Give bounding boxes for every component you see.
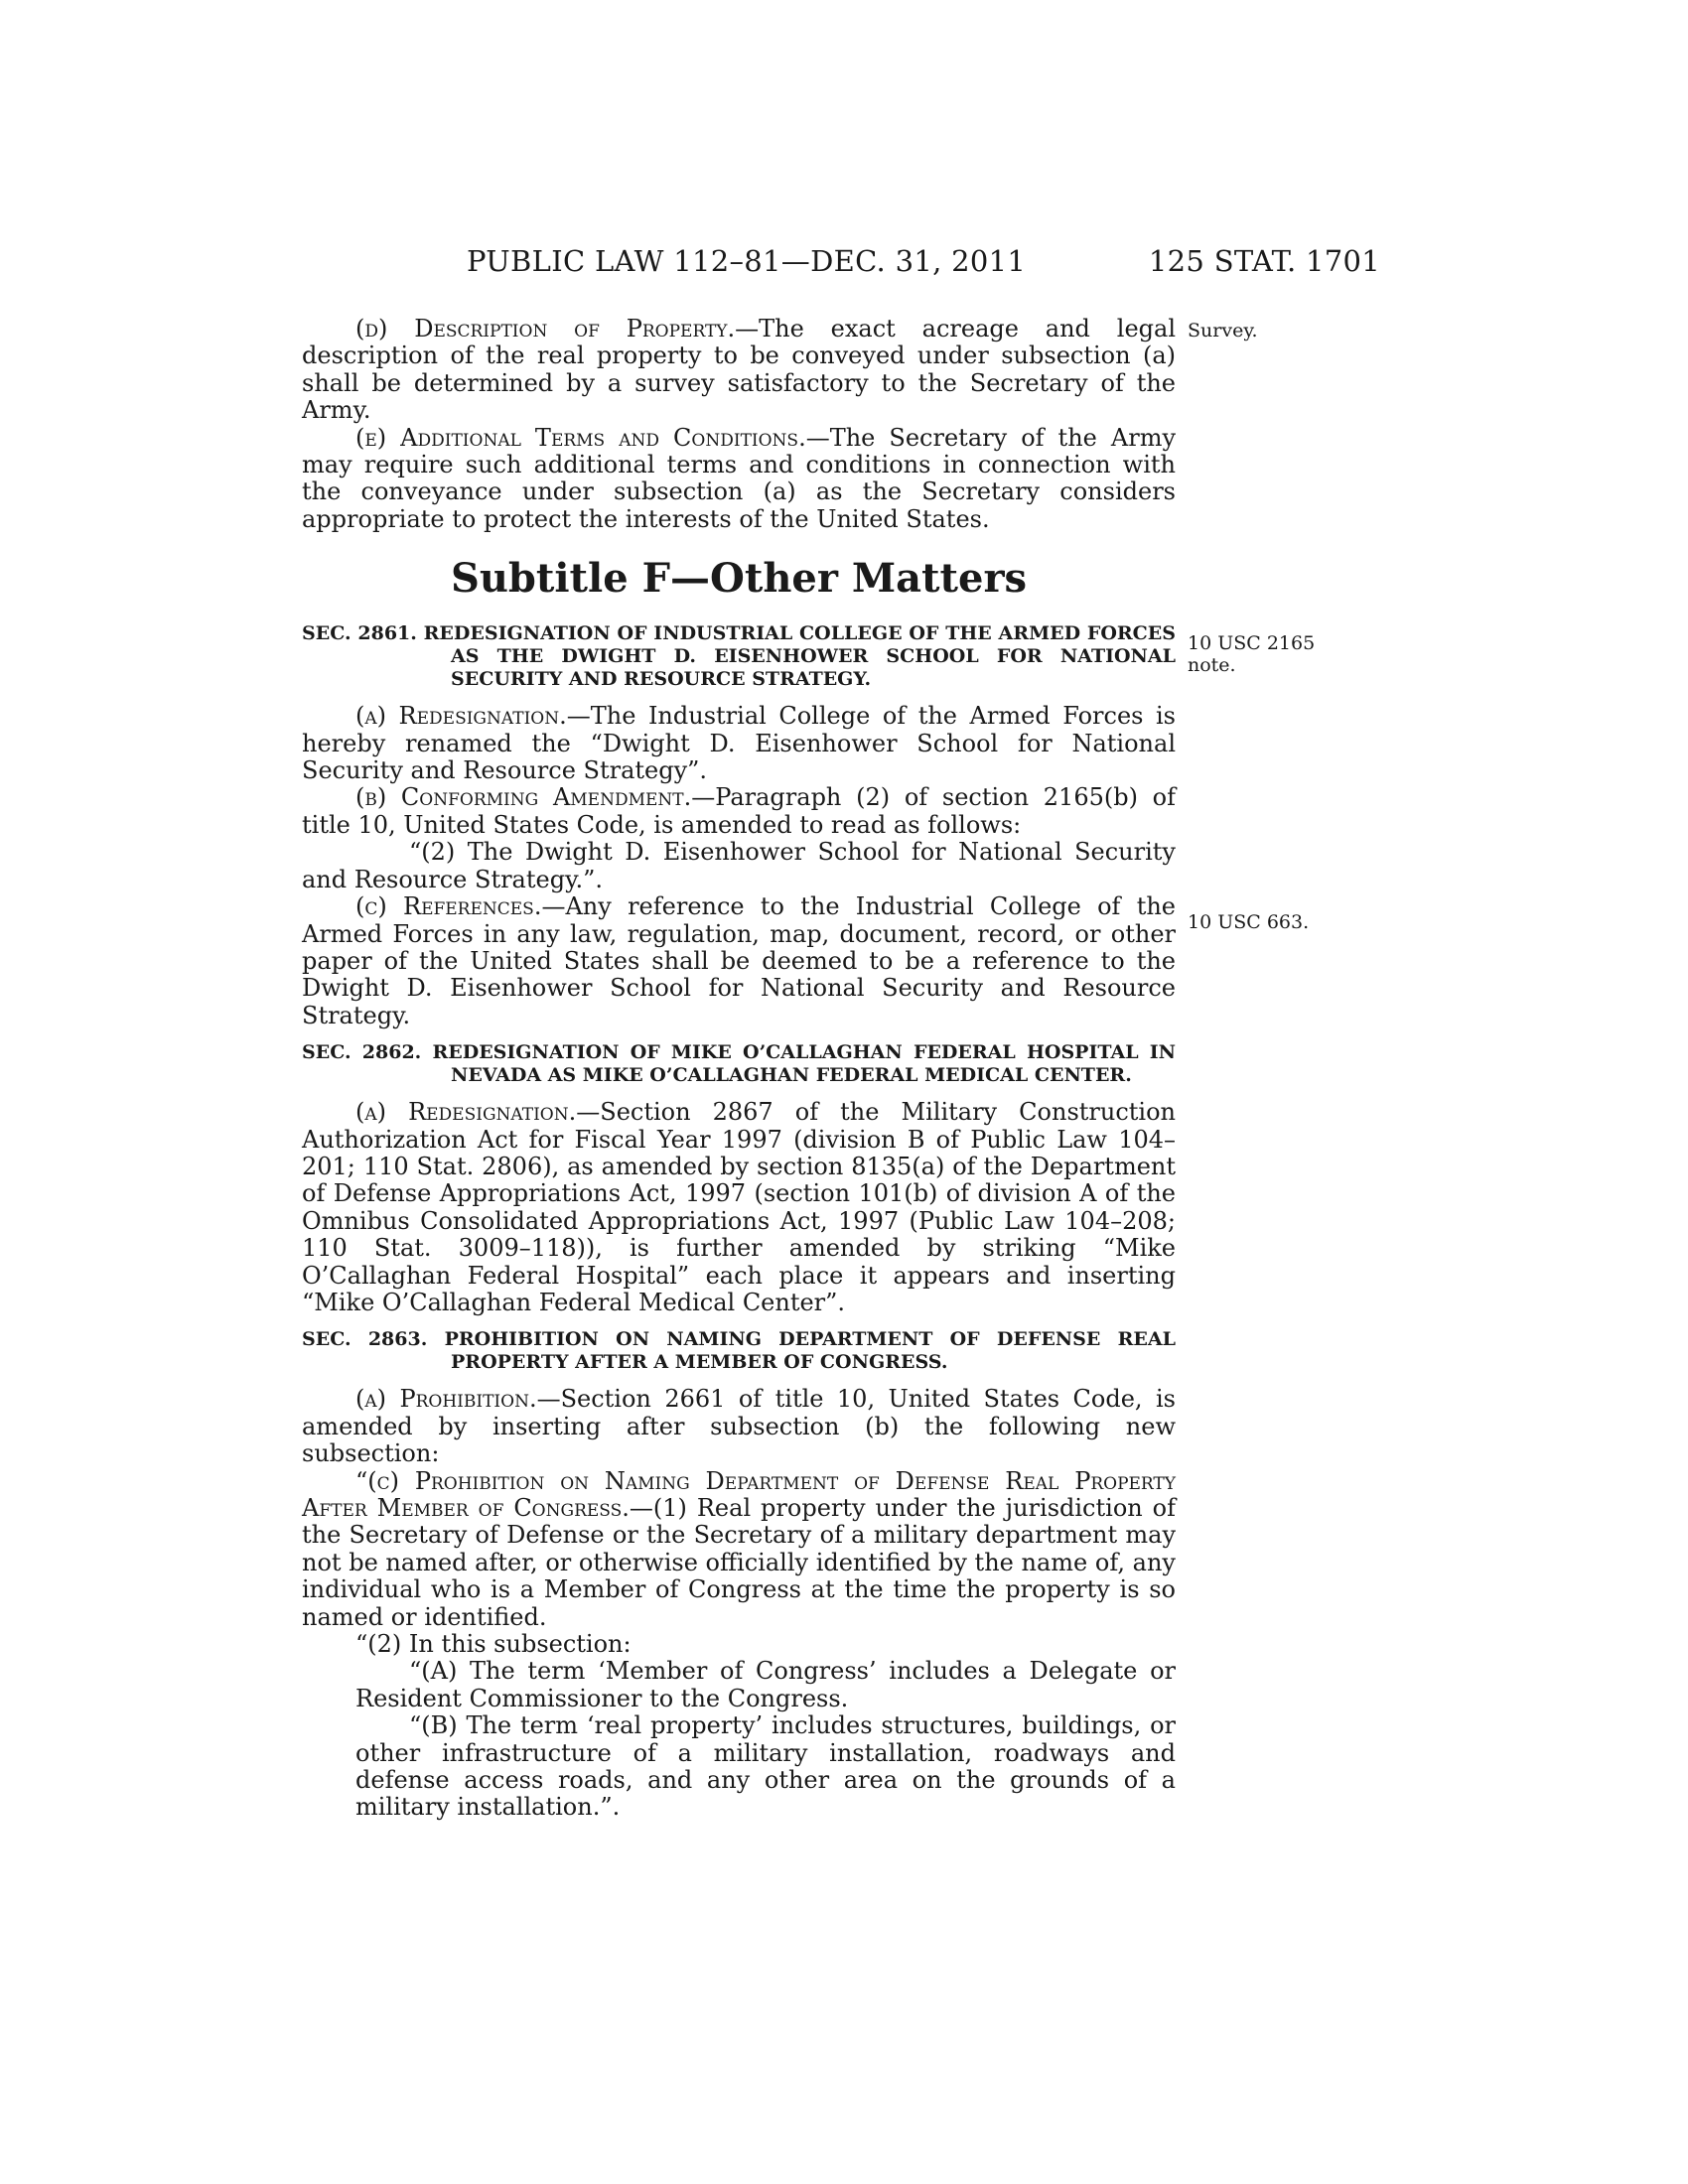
document-body [302,316,1176,1822]
section-2862-a-text: —Section 2867 of the Military Construction Authorization Act for Fiscal Year 1997 (division B of Public Law 104–201; 110 Stat. 2806), as amended by section 8135(a) of the Department of Defense Appropriations Act, 1997 (section 101(b) of division A of the Omnibus Consolidated Appropriations Act, 1997 (Public Law 104–208; 110 Stat. 3009–118)), is further amended by striking “Mike O’Callaghan Federal Hospital” each place it appears and inserting “Mike O’Callaghan Federal Medical Center”. [302,1098,1176,1316]
subtitle-heading: Subtitle F—Other Matters [450,555,1028,603]
margin-note-usc-2165-line2: note. [1188,654,1236,676]
section-2861-a-heading: (a) Redesignation. [355,702,567,731]
section-2861-c-text: —Any reference to the Industrial College of the Armed Forces in any law, regulation, map, document, record, or other paper of the United States shall be deemed to be a reference to the Dwight D. Eisenhower School for National Security and Resource Strategy. [302,892,1177,1029]
section-2863-c2: “(2) In this subsection: [355,1630,632,1659]
section-2863-title: SEC. 2863. PROHIBITION ON NAMING DEPARTMENT OF DEFENSE REAL PROPERTY AFTER A MEMBER OF CONGRESS. [302,1328,1176,1374]
section-2861-c [302,893,1176,1029]
margin-note-usc-2165 [1188,632,1346,676]
public-law-citation: PUBLIC LAW 112–81—DEC. 31, 2011 [467,244,1027,278]
margin-note-survey: Survey. [1188,320,1258,341]
section-2863-a-heading: (a) Prohibition. [355,1385,537,1414]
margin-note-usc-2165-line1: 10 USC 2165 [1188,632,1316,654]
paragraph-e-text: —The Secretary of the Army may require such additional terms and conditions in connection with the conveyance under subsection (a) as the Secretary considers appropriate to protect the interests of the United States. [302,423,1177,533]
paragraph-d-text: —The exact acreage and legal description of the real property to be conveyed under subsection (a) shall be determined by a survey satisfactory to the Secretary of the Army. [302,315,1176,425]
section-2861-b [302,784,1176,839]
section-2863-c-heading: “(c) Prohibition on Naming Department of Defense Real Property After Member of Congress. [302,1466,1176,1522]
statute-page-number: 125 STAT. 1701 [1148,244,1380,278]
section-2862-a-heading: (a) Redesignation. [355,1098,577,1127]
paragraph-d-heading: (d) Description of Property. [355,315,736,342]
section-2863-c [302,1468,1176,1631]
section-2861-title: SEC. 2861. REDESIGNATION OF INDUSTRIAL COLLEGE OF THE ARMED FORCES AS THE DWIGHT D. EISENHOWER SCHOOL FOR NATIONAL SECURITY AND RESOURCE STRATEGY. [302,622,1176,691]
section-2862-a [302,1099,1176,1316]
section-2861-a [302,703,1176,784]
section-2862-title: SEC. 2862. REDESIGNATION OF MIKE O’CALLAGHAN FEDERAL HOSPITAL IN NEVADA AS MIKE O’CALLAGHAN FEDERAL MEDICAL CENTER. [302,1041,1176,1087]
margin-note-usc-663: 10 USC 663. [1188,911,1310,933]
paragraph-e-heading: (e) Additional Terms and Conditions. [355,423,806,452]
section-2863-cB: “(B) The term ‘real property’ includes structures, buildings, or other infrastructure of a military installation, roadways and defense access roads, and any other area on the grounds of a military installation.”. [355,1711,1176,1822]
section-2863-a-text: —Section 2661 of title 10, United States Code, is amended by inserting after subsection (b) the following new subsection: [302,1385,1176,1468]
section-2863-a [302,1386,1176,1467]
section-2861-b-heading: (b) Conforming Amendment. [355,783,692,812]
section-2861-c-heading: (c) References. [355,892,542,921]
paragraph-e [302,425,1176,534]
section-2863-cA: “(A) The term ‘Member of Congress’ includes a Delegate or Resident Commissioner to the Congress. [355,1657,1176,1712]
section-2861-a-text: —The Industrial College of the Armed Forces is hereby renamed the “Dwight D. Eisenhower School for National Security and Resource Strategy”. [302,702,1176,785]
section-2863-c-text: —(1) Real property under the jurisdiction of the Secretary of Defense or the Secretary of a military department may not be named after, or otherwise officially identified by the name of, any individual who is a Member of Congress at the time the property is so named or identified. [302,1494,1177,1631]
section-2861-b-text: —Paragraph (2) of section 2165(b) of title 10, United States Code, is amended to read as follows: [302,783,1176,839]
section-2861-b-quote: “(2) The Dwight D. Eisenhower School for National Security and Resource Strategy.”. [302,838,1176,893]
paragraph-d [302,316,1176,425]
